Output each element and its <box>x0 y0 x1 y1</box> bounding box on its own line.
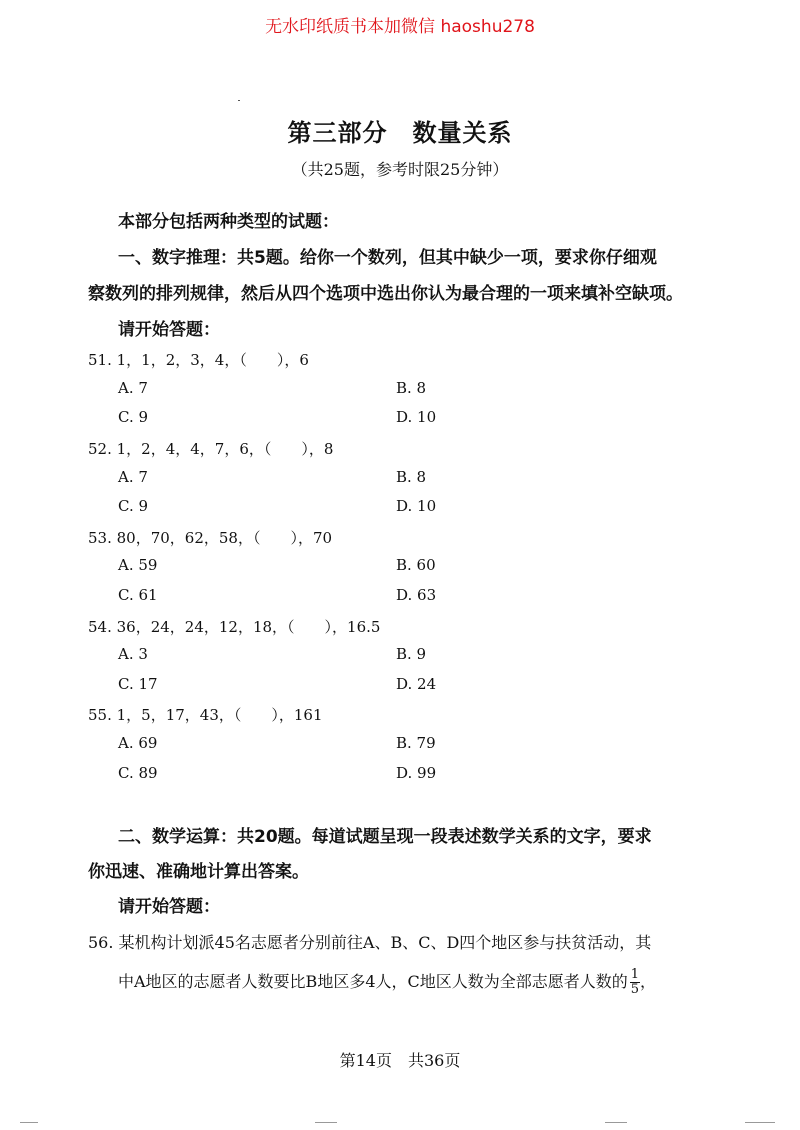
option-d: D. 99 <box>396 764 437 782</box>
option-d: D. 63 <box>396 586 437 604</box>
option-b: B. 8 <box>396 468 427 486</box>
part2-start-prompt: 请开始答题： <box>118 897 220 917</box>
scan-speck <box>745 1122 775 1123</box>
page-footer: 第14页 共36页 <box>339 1051 461 1070</box>
part2-description-line1: 二、数学运算：共20题。每道试题呈现一段表述数学关系的文字，要求 <box>118 827 652 847</box>
fraction-numerator: 1 <box>630 967 640 982</box>
option-d: D. 10 <box>396 497 437 515</box>
fraction <box>630 968 640 997</box>
option-c: C. 9 <box>118 408 149 426</box>
part1-start-prompt: 请开始答题： <box>118 320 220 340</box>
question-stem: 51. 1，1，2，3，4，（ ），6 <box>88 351 309 369</box>
part1-description-line1: 一、数字推理：共5题。给你一个数列，但其中缺少一项，要求你仔细观 <box>118 248 657 268</box>
option-a: A. 3 <box>118 645 148 663</box>
section-title: 第三部分 数量关系 <box>287 119 513 147</box>
option-b: B. 79 <box>396 734 436 752</box>
option-a: A. 69 <box>118 734 158 752</box>
option-a: A. 7 <box>118 379 148 397</box>
question-56-line2-end: ， <box>640 972 657 991</box>
part1-description-line2: 察数列的排列规律，然后从四个选项中选出你认为最合理的一项来填补空缺项。 <box>88 284 683 304</box>
watermark: 无水印纸质书本加微信 haoshu278 <box>265 17 535 37</box>
option-c: C. 9 <box>118 497 149 515</box>
fraction-denominator: 5 <box>630 982 640 997</box>
question-56-line2-text: 中A地区的志愿者人数要比B地区多4人，C地区人数为全部志愿者人数的 <box>118 972 628 991</box>
option-b: B. 60 <box>396 556 436 574</box>
section-subtitle: （共25题，参考时限25分钟） <box>291 160 509 179</box>
intro-text: 本部分包括两种类型的试题： <box>118 212 339 232</box>
option-d: D. 24 <box>396 675 437 693</box>
question-stem: 55. 1，5，17，43，（ ），161 <box>88 706 323 724</box>
scan-speck <box>315 1122 337 1123</box>
part2-description-line2: 你迅速、准确地计算出答案。 <box>88 862 309 882</box>
question-56-line2 <box>118 968 656 997</box>
scan-speck <box>20 1122 38 1123</box>
option-b: B. 8 <box>396 379 427 397</box>
question-stem: 53. 80，70，62，58，（ ），70 <box>88 529 333 547</box>
option-b: B. 9 <box>396 645 427 663</box>
scan-speck <box>605 1122 627 1123</box>
scan-speck <box>238 100 240 101</box>
option-a: A. 59 <box>118 556 158 574</box>
option-c: C. 17 <box>118 675 158 693</box>
question-stem: 52. 1，2，4，4，7，6，（ ），8 <box>88 440 334 458</box>
question-56-line1: 56. 某机构计划派45名志愿者分别前往A、B、C、D四个地区参与扶贫活动，其 <box>88 933 652 952</box>
question-stem: 54. 36，24，24，12，18，（ ），16.5 <box>88 618 381 636</box>
option-c: C. 89 <box>118 764 158 782</box>
option-c: C. 61 <box>118 586 158 604</box>
option-a: A. 7 <box>118 468 148 486</box>
option-d: D. 10 <box>396 408 437 426</box>
